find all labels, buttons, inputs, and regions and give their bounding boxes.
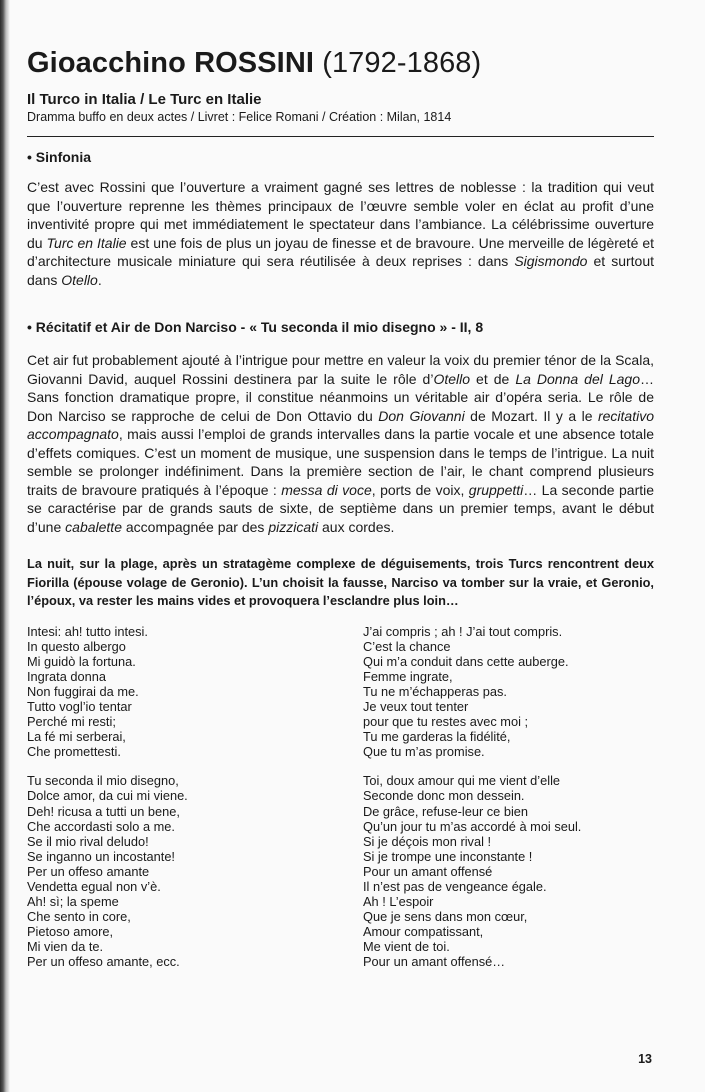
verse-line: Me vient de toi. <box>363 939 450 955</box>
italic-term: messa di voce <box>281 481 372 498</box>
composer-name: Gioacchino ROSSINI <box>27 47 315 79</box>
verse-line: Ingrata donna <box>27 668 106 684</box>
verse-line: Mi vien da te. <box>27 939 104 955</box>
text-run: … La seconde partie se caractérise par de grands sauts de sixte, de septième dans un premier temps, avant le début d’une <box>27 481 655 535</box>
verse-line: Que tu m’as promise. <box>363 744 485 760</box>
italic-title: La Donna del Lago <box>515 370 641 387</box>
italian-column <box>27 624 327 970</box>
verse-line: Per un offeso amante <box>27 863 150 879</box>
verse-line: Il n’est pas de vengeance égale. <box>363 879 547 894</box>
verse-line: Pietoso amore, <box>27 924 114 940</box>
italic-term: pizzicati <box>268 518 319 535</box>
text-run: aux cordes. <box>318 518 395 535</box>
verse-line: Per un offeso amante, ecc. <box>27 954 180 970</box>
text-run: … Sans fonction dramatique propre, il constitue néanmoins un véritable air d’opéra seria. Le rôle de Don Narciso se rapproche de celui de Don Ottavio du <box>27 370 655 424</box>
verse-line: Je veux tout tenter <box>363 698 469 714</box>
verse-line: Qui m’a conduit dans cette auberge. <box>363 653 569 669</box>
sinfonia-paragraph <box>27 178 654 289</box>
text-run: de Mozart. Il y a le <box>464 407 598 424</box>
verse-line: Seconde donc mon dessein. <box>363 788 525 804</box>
title-divider <box>27 136 654 137</box>
italic-title: Turc en Italie <box>46 234 127 251</box>
composer-dates: (1792-1868) <box>322 47 482 79</box>
text-run: et surtout dans <box>27 253 655 288</box>
verse-line: Che promettesti. <box>27 744 121 760</box>
verse-line: Femme ingrate, <box>363 668 453 684</box>
verse-line: pour que tu restes avec moi ; <box>363 714 529 730</box>
verse-line: Pour un amant offensé… <box>363 954 506 970</box>
verse-line: Tu ne m’échapperas pas. <box>363 683 507 699</box>
verse-line: Si je déçois mon rival ! <box>363 833 492 849</box>
verse-line: Tu me garderas la fidélité, <box>363 729 511 745</box>
verse-line: Ah! sì; la speme <box>27 894 119 910</box>
page-number: 13 <box>638 1052 652 1066</box>
italic-title: Sigismondo <box>514 253 588 269</box>
verse-line: Amour compatissant, <box>363 924 484 940</box>
italic-title: Otello <box>433 370 471 387</box>
italic-title: Otello <box>61 271 98 288</box>
verse-line: Mi guidò la fortuna. <box>27 653 136 669</box>
verse-line: Vendetta egual non v’è. <box>27 879 161 894</box>
verse-line: Toi, doux amour qui me vient d’elle <box>363 773 561 789</box>
text-run: et de <box>470 370 516 387</box>
verse-line: Deh! ricusa a tutti un bene, <box>27 803 180 819</box>
verse-line: Perché mi resti; <box>27 714 116 730</box>
italic-term: gruppetti <box>468 481 524 498</box>
french-column <box>363 624 654 970</box>
verse-line: Che sento in core, <box>27 909 131 925</box>
verse-line: Dolce amor, da cui mi viene. <box>27 788 188 804</box>
verse-line: Qu’un jour tu m’as accordé à moi seul. <box>363 818 582 834</box>
french-stanza-2 <box>363 773 654 969</box>
work-title: Il Turco in Italia / Le Turc en Italie <box>27 91 262 108</box>
text-run: C’est avec Rossini que l’ouverture a vraiment gagné ses lettres de noblesse : la tradition qui veut que l’ouverture reprenne les thèmes principaux de l’œuvre semble voler en éclat au profit d’une inventivité propre qui met immédiatement le spectateur dans l’ambiance. La célébrissime ouverture du <box>27 179 654 251</box>
verse-line: C’est la chance <box>363 638 451 654</box>
text-run: accompagnée par des <box>121 518 269 535</box>
synopsis: La nuit, sur la plage, après un stratagème complexe de déguisements, trois Turcs rencontrent deux Fiorilla (épouse volage de Geronio). L’un choisit la fausse, Narciso va tomber sur la vraie, et Geronio, l’époux, va rester les mains vides et provoquera l’esclandre plus loin… <box>27 556 654 608</box>
text-run: Cet air fut probablement ajouté à l’intrigue pour mettre en valeur la voix du premier ténor de la Scala, Giovanni David, auquel Rossini destinera par la suite le rôle d’ <box>27 352 654 387</box>
italian-stanza-1 <box>27 624 327 760</box>
verse-line: Se inganno un incostante! <box>27 848 175 864</box>
verse-line: Ah ! L’espoir <box>363 894 434 910</box>
verse-line: De grâce, refuse-leur ce bien <box>363 803 529 819</box>
document-page <box>27 44 655 970</box>
page-edge <box>0 0 10 1092</box>
page-title <box>27 44 654 82</box>
verse-line: Si je trompe une inconstante ! <box>363 848 533 864</box>
italic-term: recitativo accompagnato <box>27 407 655 442</box>
verse-line: Pour un amant offensé <box>363 863 493 879</box>
section-heading-recitatif: • Récitatif et Air de Don Narciso - « Tu seconda il mio disegno » - II, 8 <box>27 319 484 335</box>
verse-line: La fé mi serberai, <box>27 729 126 745</box>
verse-line: Que je sens dans mon cœur, <box>363 909 528 925</box>
verse-line: Non fuggirai da me. <box>27 683 139 699</box>
text-run: . <box>97 271 102 288</box>
verse-line: J’ai compris ; ah ! J’ai tout compris. <box>363 623 563 639</box>
section-recitatif <box>27 319 654 611</box>
section-heading-sinfonia: • Sinfonia <box>27 149 92 165</box>
text-run: , ports de voix, <box>371 481 469 498</box>
text-run: est une fois de plus un joyau de finesse et de bravoure. Une merveille de légèreté et d’architecture musicale miniature qui sera réutilisée à deux reprises : dans <box>27 234 654 269</box>
work-info: Dramma buffo en deux actes / Livret : Felice Romani / Création : Milan, 1814 <box>27 110 452 124</box>
verse-line: Se il mio rival deludo! <box>27 833 149 849</box>
text-run: , mais aussi l’emploi de grands intervalles dans la partie vocale et une absence totale d’effets comiques. C’est un moment de musique, une suspension dans le temps de l’intrigue. La nuit semble se prolonger indéfiniment. Dans la première section de l’air, le chant comprend plusieurs traits de bravoure pratiqués à l’époque : <box>27 426 654 498</box>
verse-line: Tu seconda il mio disegno, <box>27 773 179 789</box>
verse-line: Intesi: ah! tutto intesi. <box>27 623 148 639</box>
verse-line: Che accordasti solo a me. <box>27 818 175 834</box>
italic-title: Don Giovanni <box>378 407 465 424</box>
recitatif-paragraph <box>27 351 654 536</box>
verse-line: Tutto vogl’io tentar <box>27 698 132 714</box>
italic-term: cabalette <box>65 518 122 535</box>
italian-stanza-2 <box>27 773 327 969</box>
verse-line: In questo albergo <box>27 638 126 654</box>
french-stanza-1 <box>363 624 654 760</box>
